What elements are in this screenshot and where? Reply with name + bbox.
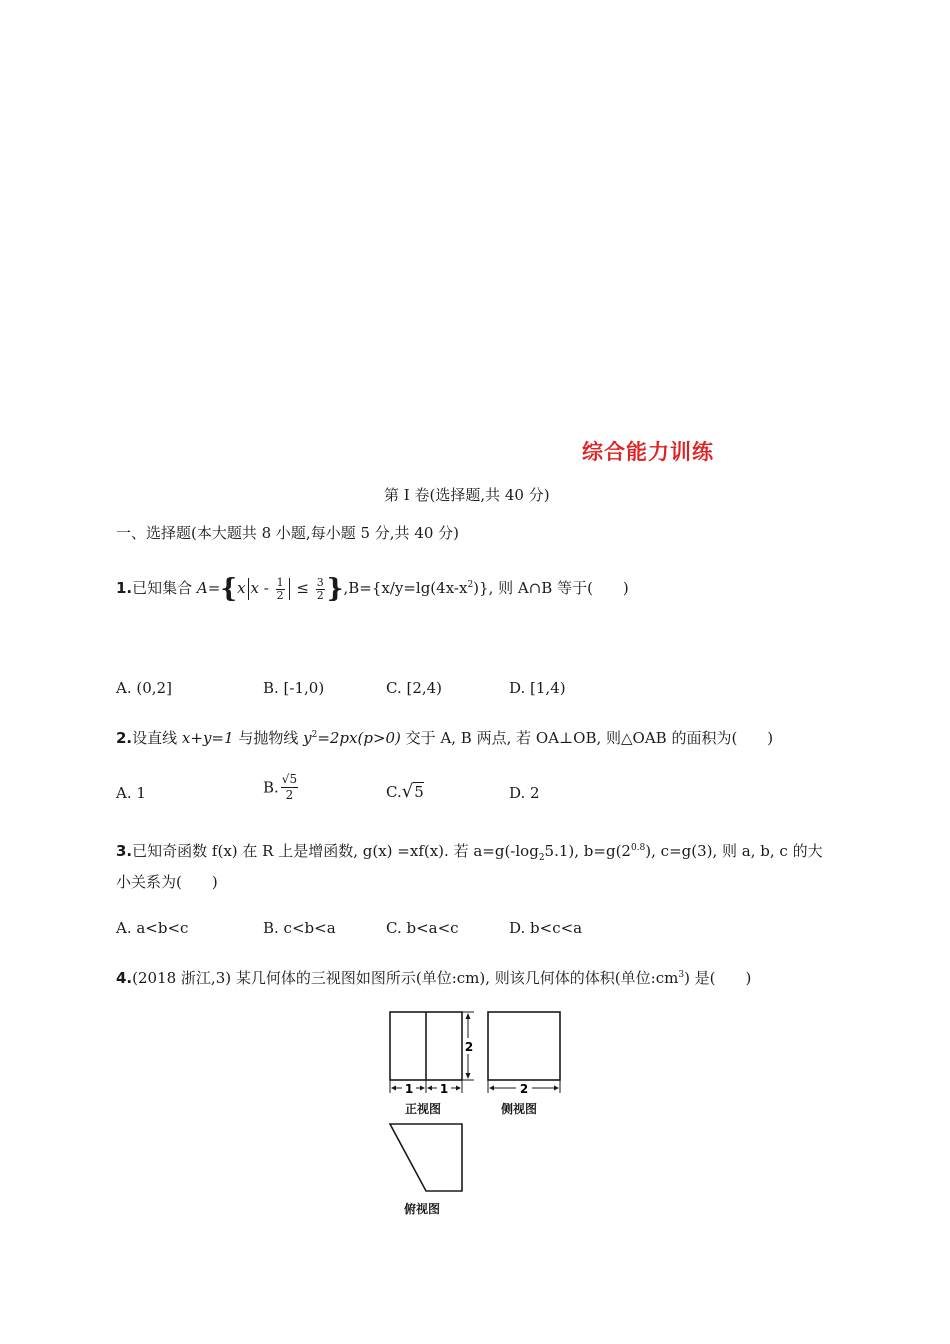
question-text: ), c=g(3), 则 a, b, c 的大 xyxy=(645,842,823,860)
question-text: 与抛物线 xyxy=(233,729,304,747)
dim-2-width: 2 xyxy=(519,1082,529,1096)
question-number: 4. xyxy=(116,969,133,987)
exponent: 2 xyxy=(311,730,318,740)
line-equation: x+y=1 xyxy=(181,729,234,747)
q3-option-c: C. b<a<c xyxy=(386,919,459,937)
variable-x: x xyxy=(250,579,259,597)
fraction-half: $\frac{1}{2}$ xyxy=(276,575,284,602)
q2-option-b xyxy=(263,772,300,803)
page-title: 综合能力训练 xyxy=(582,440,714,464)
q1-option-b: B. [-1,0) xyxy=(263,679,325,697)
section-heading: 一、选择题(本大题共 8 小题,每小题 5 分,共 40 分) xyxy=(116,524,460,542)
question-number: 1. xyxy=(116,579,133,597)
q1-option-d: D. [1,4) xyxy=(509,679,566,697)
set-b-def: ,B={x/y=lg(4x-x xyxy=(343,579,468,597)
question-number: 3. xyxy=(116,842,133,860)
q2-option-c xyxy=(386,781,424,802)
question-text: ) 是( ) xyxy=(684,969,752,987)
exponent: 0.8 xyxy=(630,843,646,853)
set-a-label: A= xyxy=(196,579,221,597)
question-2 xyxy=(116,727,773,748)
dim-1-right: 1 xyxy=(439,1082,449,1096)
top-view-outline xyxy=(390,1124,462,1191)
question-text: )}, 则 A∩B 等于( ) xyxy=(473,579,629,597)
question-text: 交于 A, B 两点, 若 OA⊥OB, 则△OAB 的面积为( ) xyxy=(400,729,774,747)
q3-option-b: B. c<b<a xyxy=(263,919,336,937)
q2-option-a: A. 1 xyxy=(116,784,146,802)
question-1 xyxy=(116,574,629,604)
minus-sign: - xyxy=(259,579,274,597)
exponent: 3 xyxy=(678,970,685,980)
q3-option-a: A. a<b<c xyxy=(116,919,189,937)
fraction-three-halves: $\frac{3}{2}$ xyxy=(316,575,324,602)
le-sign: ≤ xyxy=(291,579,314,597)
q1-option-c: C. [2,4) xyxy=(386,679,443,697)
abs-bar xyxy=(248,578,249,600)
fraction-root5-over-2: $\frac{√5}{2}$ xyxy=(281,772,298,802)
exam-part-subtitle: 第 I 卷(选择题,共 40 分) xyxy=(384,486,550,504)
left-brace: { xyxy=(220,574,238,604)
top-view-label: 俯视图 xyxy=(404,1202,441,1216)
question-number: 2. xyxy=(116,729,133,747)
question-3-line-2: 小关系为( ) xyxy=(116,873,218,891)
question-4 xyxy=(116,967,751,988)
front-view-label: 正视图 xyxy=(405,1102,442,1116)
side-view-outline xyxy=(488,1012,560,1080)
option-letter: B. xyxy=(263,778,279,797)
question-text: (2018 浙江,3) 某几何体的三视图如图所示(单位:cm), 则该几何体的体积(单位:cm xyxy=(132,969,679,987)
question-text: 设直线 xyxy=(132,729,182,747)
right-brace: } xyxy=(326,574,344,604)
dim-2-height: 2 xyxy=(464,1040,474,1054)
dim-1-left: 1 xyxy=(404,1082,414,1096)
sqrt-sign: √ xyxy=(401,781,414,802)
question-text: 5.1), b=g(2 xyxy=(544,842,631,860)
question-text: 已知奇函数 f(x) 在 R 上是增函数, g(x) =xf(x). 若 a=g(-log xyxy=(132,842,539,860)
parabola-equation: =2px(p>0) xyxy=(317,729,401,747)
question-text: 已知集合 xyxy=(132,579,197,597)
radicand: 5 xyxy=(414,783,424,801)
variable-x: x xyxy=(237,579,246,597)
q3-option-d: D. b<c<a xyxy=(509,919,583,937)
exponent: 2 xyxy=(467,580,474,590)
option-letter: C. xyxy=(386,783,402,801)
q1-option-a: A. (0,2] xyxy=(116,679,172,697)
variable-y: y xyxy=(303,729,312,747)
side-view-label: 侧视图 xyxy=(501,1102,538,1116)
abs-bar xyxy=(289,578,290,600)
q2-option-d: D. 2 xyxy=(509,784,540,802)
question-3 xyxy=(116,840,823,863)
log-base: 2 xyxy=(538,853,545,863)
